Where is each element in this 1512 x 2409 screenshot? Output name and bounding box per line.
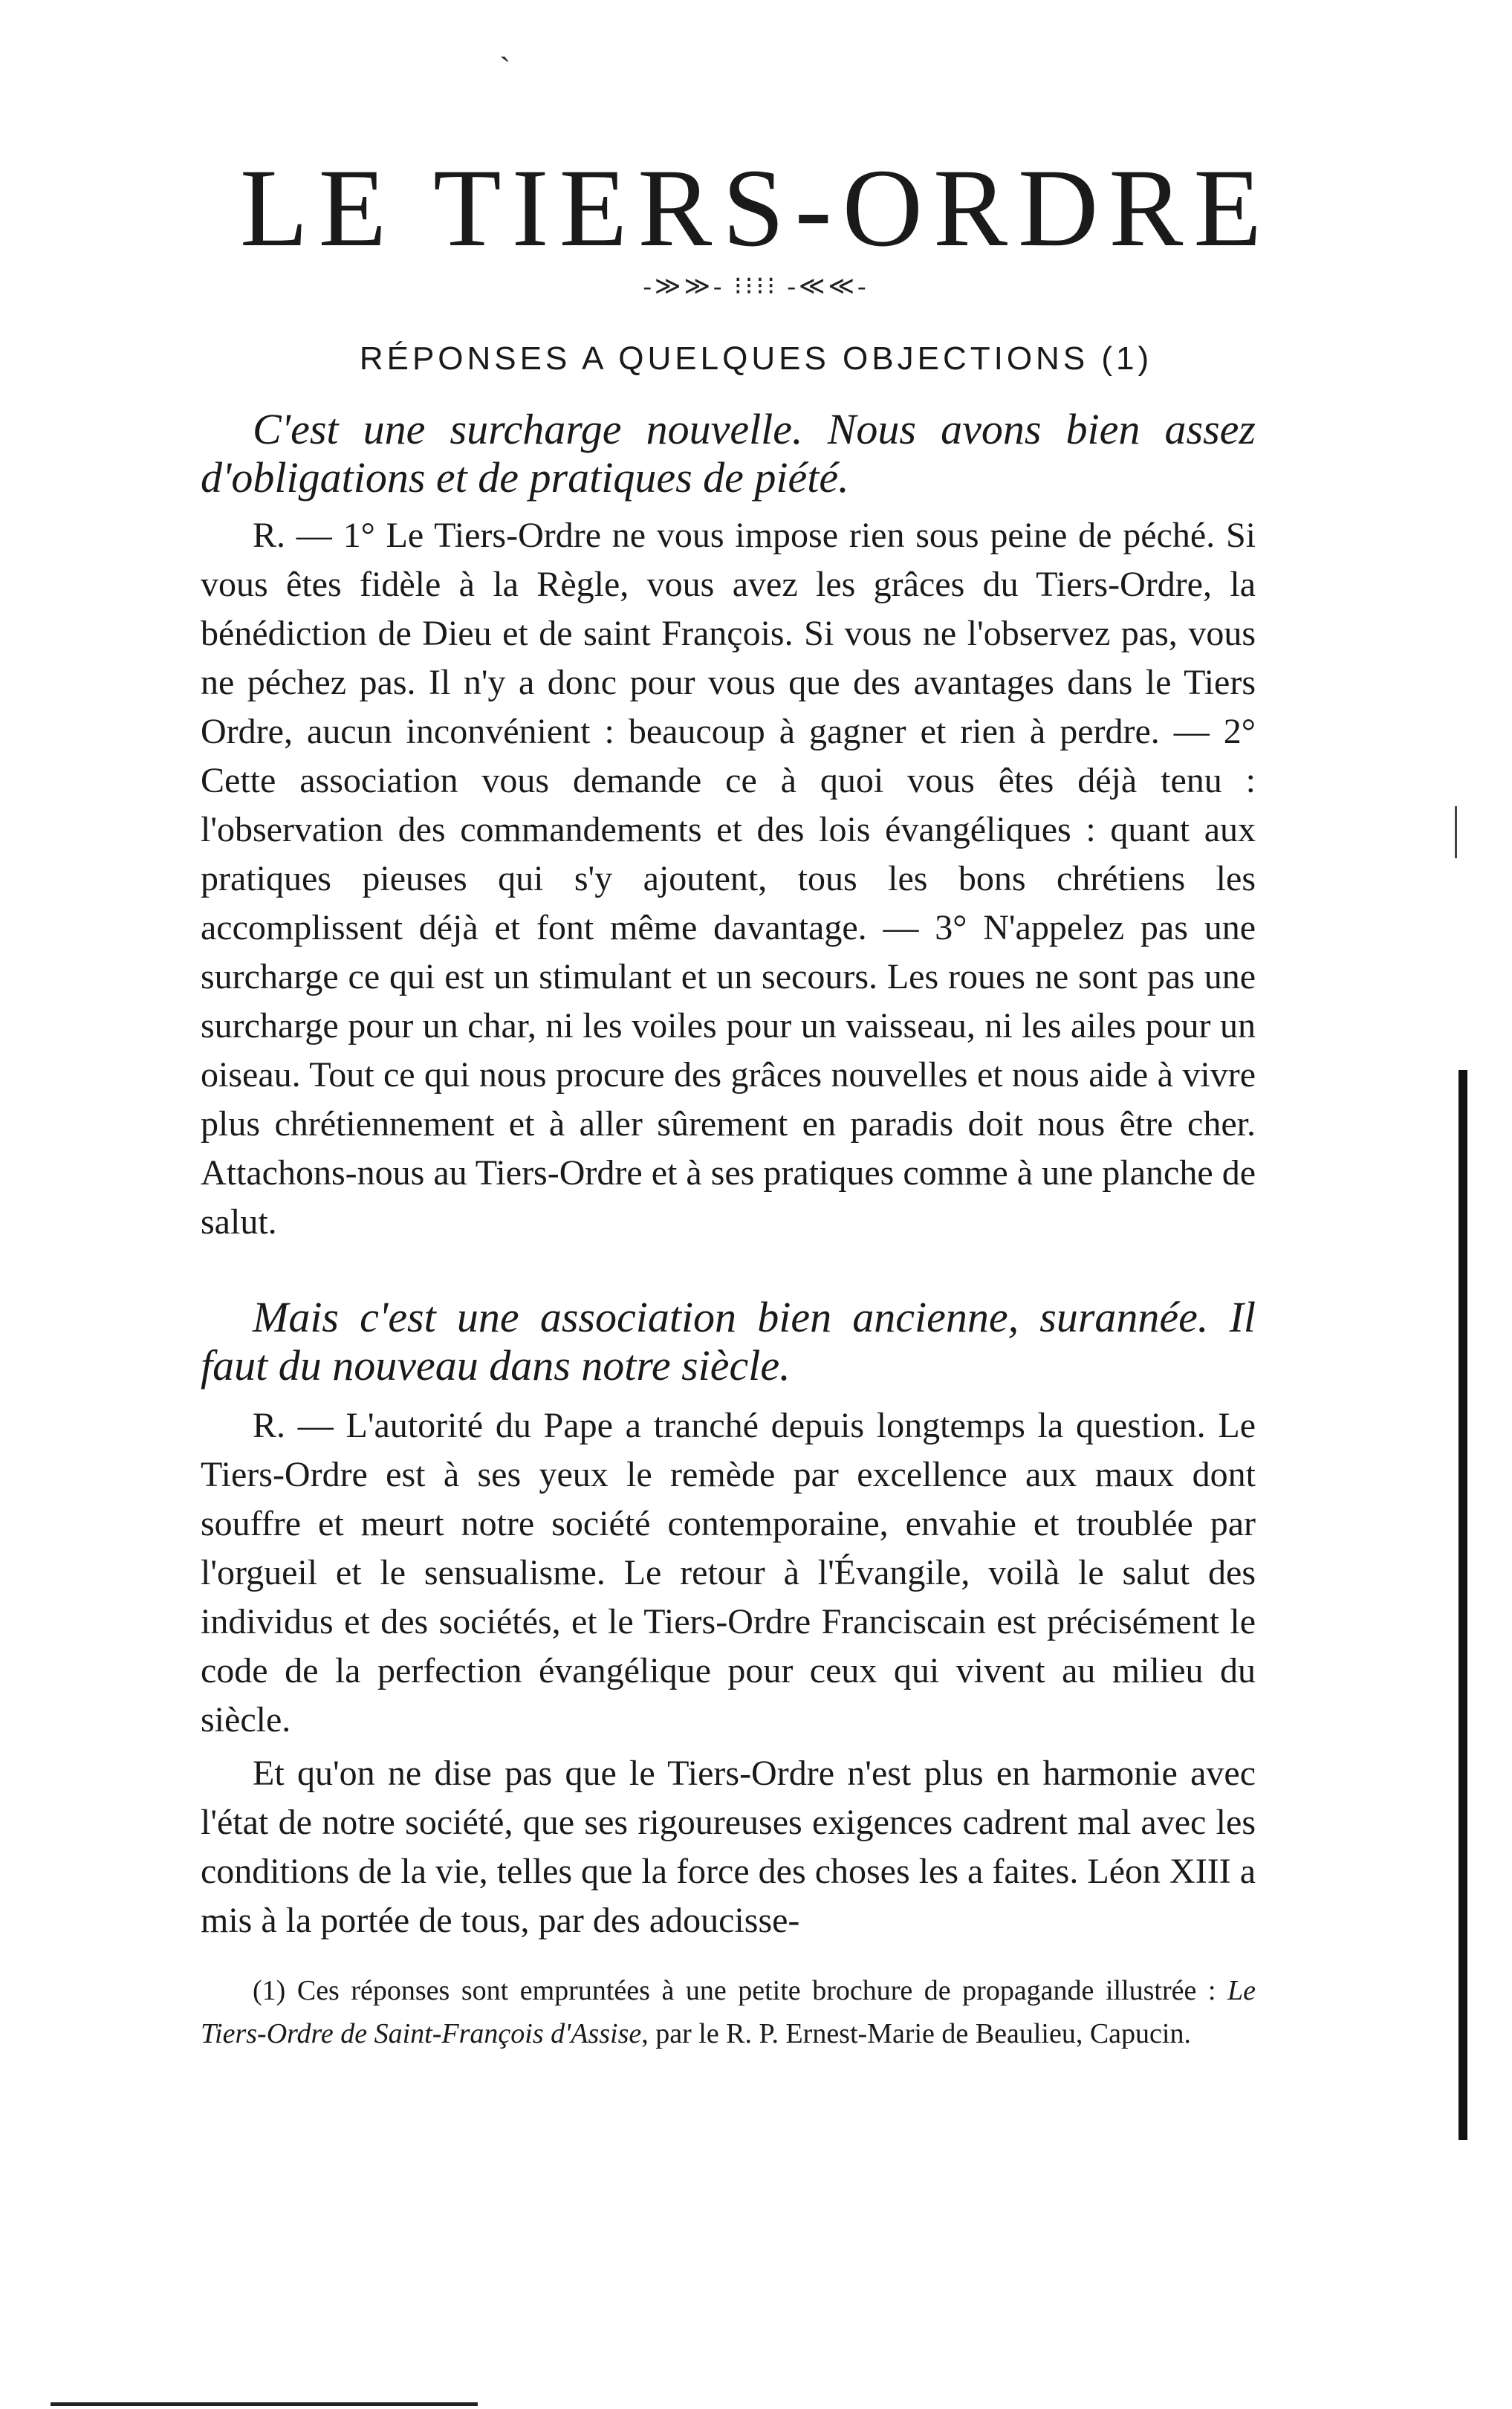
closing-paragraph-block [201,1749,1256,1945]
objection-2: Mais c'est une association bien ancienne, surannée. Il faut du nouveau dans notre siècle. [201,1293,1256,1390]
response-1-block [201,511,1256,1247]
page-mark: ` [499,50,511,88]
footnote-tail: , par le R. P. Ernest-Marie de Beaulieu, Capucin. [641,2018,1191,2049]
objection-2-block [201,1293,1256,1390]
page-subtitle: RÉPONSES A QUELQUES OBJECTIONS (1) [359,340,1153,377]
objection-1: C'est une surcharge nouvelle. Nous avons bien assez d'obligations et de pratiques de piété. [201,405,1256,502]
scan-edge-mark-thin [1455,806,1457,858]
objection-1-block [201,405,1256,502]
bottom-rule [51,2402,478,2406]
response-2: R. — L'autorité du Pape a tranché depuis longtemps la question. Le Tiers-Ordre est à ses yeux le remède par excellence aux maux dont souffre et meurt notre société contemporaine, envahie et troublée par l'orgueil et le sensualisme. Le retour à l'Évangile, voilà le salut des individus et des sociétés, et le Tiers-Ordre Franciscain est précisément le code de la perfection évangélique pour ceux qui vivent au milieu du siècle. [201,1406,1256,1740]
response-2-block [201,1401,1256,1745]
page-title: LE TIERS-ORDRE [239,146,1273,270]
footnote-text [201,1969,1256,2055]
title-ornament: -≫≫- ⁝⁝⁝⁝ -≪≪- [643,273,869,300]
footnote-book-title: Le Tiers-Ordre de Saint-François d'Assise [201,1975,1256,2049]
response-1: R. — 1° Le Tiers-Ordre ne vous impose rien sous peine de péché. Si vous êtes fidèle à la Règle, vous avez les grâces du Tiers-Ordre, la bénédiction de Dieu et de saint François. Si vous ne l'observez pas, vous ne péchez pas. Il n'y a donc pour vous que des avantages dans le Tiers Ordre, aucun inconvénient : beaucoup à gagner et rien à perdre. — 2° Cette association vous demande ce à quoi vous êtes déjà tenu : l'observation des commandements et des lois évangéliques : quant aux pratiques pieuses qui s'y ajoutent, tous les bons chrétiens les accomplissent déjà et font même davantage. — 3° N'appelez pas une surcharge ce qui est un stimulant et un secours. Les roues ne sont pas une surcharge pour un char, ni les voiles pour un vaisseau, ni les ailes pour un oiseau. Tout ce qui nous procure des grâces nouvelles et nous aide à vivre plus chrétiennement et à aller sûrement en paradis doit nous être cher. Attachons-nous au Tiers-Ordre et à ses pratiques comme à une planche de salut. [201,516,1256,1242]
scan-edge-mark [1459,1070,1467,2140]
closing-paragraph: Et qu'on ne dise pas que le Tiers-Ordre n'est plus en harmonie avec l'état de notre société, que ses rigoureuses exigences cadrent mal avec les conditions de la vie, telles que la force des choses les a faites. Léon XIII a mis à la portée de tous, par des adoucisse- [201,1754,1256,1940]
footnote [201,1969,1256,2055]
footnote-lead: (1) Ces réponses sont empruntées à une petite brochure de propagande illustrée : [253,1975,1227,2006]
